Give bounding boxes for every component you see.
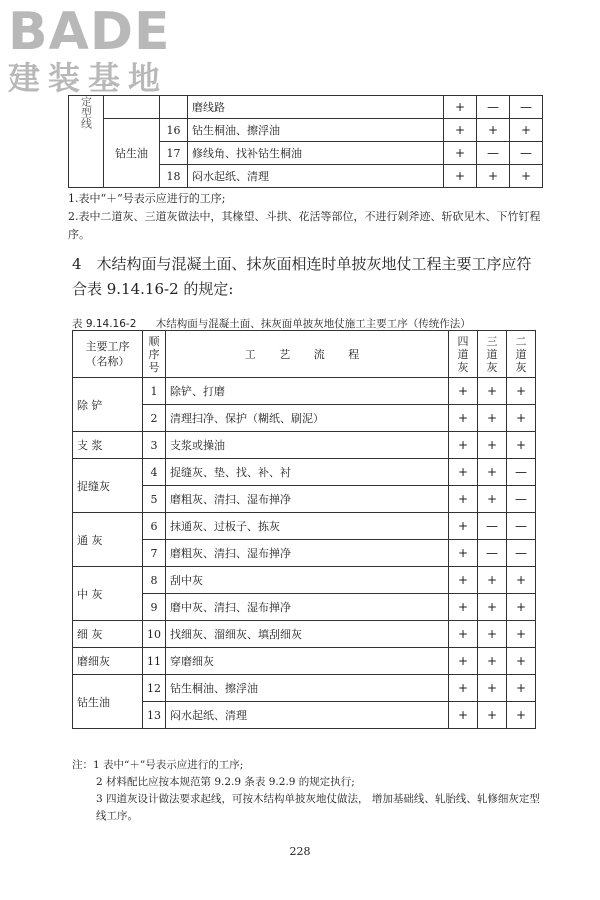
table-row [73, 675, 536, 702]
value-cell: + [449, 378, 478, 405]
value-cell: + [507, 432, 536, 459]
value-cell: + [478, 459, 507, 486]
order-cell: 12 [143, 675, 166, 702]
sub-cell: 钻生油 [104, 119, 160, 188]
value-cell: + [507, 594, 536, 621]
value-cell: + [444, 165, 477, 188]
value-cell: + [507, 405, 536, 432]
order-cell: 9 [143, 594, 166, 621]
top-table-note-1: 1.表中“＋”号表示应进行的工序; [68, 192, 226, 205]
table-row [73, 405, 536, 432]
order-cell: 4 [143, 459, 166, 486]
table-caption-number: 表 9.14.16-2 [72, 318, 137, 330]
value-cell: — [478, 513, 507, 540]
flow-cell: 钻生桐油、擦浮油 [188, 119, 444, 142]
table-row [73, 432, 536, 459]
flow-cell: 支浆或操油 [166, 432, 449, 459]
value-cell: + [478, 378, 507, 405]
value-cell: + [507, 648, 536, 675]
value-cell: — [510, 96, 543, 119]
value-cell: — [507, 540, 536, 567]
process-name-cell: 支 浆 [73, 432, 143, 459]
top-table-note-2: 2.表中二道灰、三道灰做法中，其椽望、斗拱、花活等部位，不进行剁斧迹、斩砍见木、下竹钉程序。 [68, 210, 541, 241]
value-cell: + [478, 675, 507, 702]
value-cell: + [449, 432, 478, 459]
value-cell: + [478, 405, 507, 432]
value-cell: + [507, 702, 536, 729]
group-cell: 定型线 [69, 96, 104, 188]
value-cell: + [449, 486, 478, 513]
value-cell: + [449, 675, 478, 702]
table-row [73, 594, 536, 621]
flow-cell: 钻生桐油、擦浮油 [166, 675, 449, 702]
process-name-cell: 通 灰 [73, 513, 143, 567]
flow-cell: 闷水起纸、清理 [188, 165, 444, 188]
value-cell: + [478, 648, 507, 675]
sub-cell [104, 96, 160, 119]
process-table [72, 330, 536, 729]
flow-cell: 闷水起纸、清理 [166, 702, 449, 729]
table-row [73, 621, 536, 648]
order-cell: 5 [143, 486, 166, 513]
process-name-cell: 细 灰 [73, 621, 143, 648]
value-cell: + [478, 486, 507, 513]
table-row [73, 459, 536, 486]
flow-cell: 找细灰、溜细灰、填刮细灰 [166, 621, 449, 648]
order-cell: 8 [143, 567, 166, 594]
order-cell: 16 [160, 119, 188, 142]
value-cell: + [449, 540, 478, 567]
value-cell: + [507, 378, 536, 405]
flow-cell: 磨粗灰、清扫、湿布掸净 [166, 486, 449, 513]
value-cell: + [507, 675, 536, 702]
order-cell: 10 [143, 621, 166, 648]
value-cell: + [477, 119, 510, 142]
value-cell: + [449, 567, 478, 594]
value-cell: + [449, 621, 478, 648]
value-cell: + [449, 702, 478, 729]
header-four-coat: 四 道 灰 [449, 331, 478, 378]
order-cell: 3 [143, 432, 166, 459]
header-flow: 工 艺 流 程 [166, 331, 449, 378]
value-cell: + [478, 702, 507, 729]
value-cell: — [510, 142, 543, 165]
value-cell: — [478, 540, 507, 567]
process-name-cell: 除 铲 [73, 378, 143, 432]
logo-brand: BADE [8, 2, 171, 62]
table-row [69, 119, 543, 142]
value-cell: + [510, 165, 543, 188]
order-cell: 18 [160, 165, 188, 188]
value-cell: + [478, 432, 507, 459]
flow-cell: 磨粗灰、清扫、湿布掸净 [166, 540, 449, 567]
flow-cell: 刮中灰 [166, 567, 449, 594]
value-cell: + [478, 567, 507, 594]
order-cell: 2 [143, 405, 166, 432]
table-row [73, 702, 536, 729]
page-number: 228 [289, 845, 311, 858]
flow-cell: 修线角、找补钻生桐油 [188, 142, 444, 165]
process-name-cell: 钻生油 [73, 675, 143, 729]
order-cell: 6 [143, 513, 166, 540]
order-cell [160, 96, 188, 119]
continued-process-table [68, 95, 543, 188]
value-cell: + [449, 648, 478, 675]
value-cell: + [449, 594, 478, 621]
flow-cell: 抹通灰、过板子、拣灰 [166, 513, 449, 540]
header-process-name: 主要工序 （名称） [73, 331, 143, 378]
value-cell: + [477, 165, 510, 188]
table-row [73, 567, 536, 594]
order-cell: 11 [143, 648, 166, 675]
value-cell: + [444, 96, 477, 119]
value-cell: + [444, 119, 477, 142]
value-cell: — [507, 486, 536, 513]
value-cell: — [477, 96, 510, 119]
value-cell: — [477, 142, 510, 165]
value-cell: — [507, 513, 536, 540]
flow-cell: 磨线路 [188, 96, 444, 119]
process-name-cell: 捉缝灰 [73, 459, 143, 513]
order-cell: 7 [143, 540, 166, 567]
value-cell: + [478, 621, 507, 648]
table-note-2: 2 材料配比应按本规范第 9.2.9 条表 9.2.9 的规定执行; [96, 776, 355, 788]
value-cell: + [507, 567, 536, 594]
value-cell: + [449, 459, 478, 486]
order-cell: 17 [160, 142, 188, 165]
flow-cell: 除铲、打磨 [166, 378, 449, 405]
table-row [73, 378, 536, 405]
value-cell: + [449, 405, 478, 432]
table-caption [72, 316, 552, 331]
value-cell: — [507, 459, 536, 486]
table-note-1: 注：1 表中“＋”号表示应进行的工序; [72, 759, 244, 771]
header-order: 顺 序 号 [143, 331, 166, 378]
table-row [73, 540, 536, 567]
table-row [73, 513, 536, 540]
order-cell: 1 [143, 378, 166, 405]
value-cell: + [510, 119, 543, 142]
header-two-coat: 二 道 灰 [507, 331, 536, 378]
value-cell: + [444, 142, 477, 165]
table-caption-title: 木结构面与混凝土面、抹灰面单披灰地仗施工主要工序（传统作法） [155, 318, 471, 330]
table-row [73, 486, 536, 513]
table-row [73, 648, 536, 675]
table-notes [72, 757, 542, 825]
value-cell: + [507, 621, 536, 648]
table-header-row [73, 331, 536, 378]
value-cell: + [478, 594, 507, 621]
flow-cell: 穿磨细灰 [166, 648, 449, 675]
process-name-cell: 磨细灰 [73, 648, 143, 675]
logo [8, 4, 171, 96]
table-row [69, 96, 543, 119]
flow-cell: 磨中灰、清扫、湿布掸净 [166, 594, 449, 621]
flow-cell: 捉缝灰、垫、找、补、衬 [166, 459, 449, 486]
clause-paragraph: 4 木结构面与混凝土面、抹灰面相连时单披灰地仗工程主要工序应符合表 9.14.16-2 的规定: [72, 255, 532, 298]
header-three-coat: 三 道 灰 [478, 331, 507, 378]
flow-cell: 清理扫净、保护（糊纸、刷泥） [166, 405, 449, 432]
value-cell: + [449, 513, 478, 540]
process-name-cell: 中 灰 [73, 567, 143, 621]
logo-subtitle: 建装基地 [8, 59, 169, 97]
table-note-3: 3 四道灰设计做法要求起线，可按木结构单披灰地仗做法， 增加基础线、轧胎线、轧修细灰定型线工序。 [96, 793, 540, 822]
order-cell: 13 [143, 702, 166, 729]
